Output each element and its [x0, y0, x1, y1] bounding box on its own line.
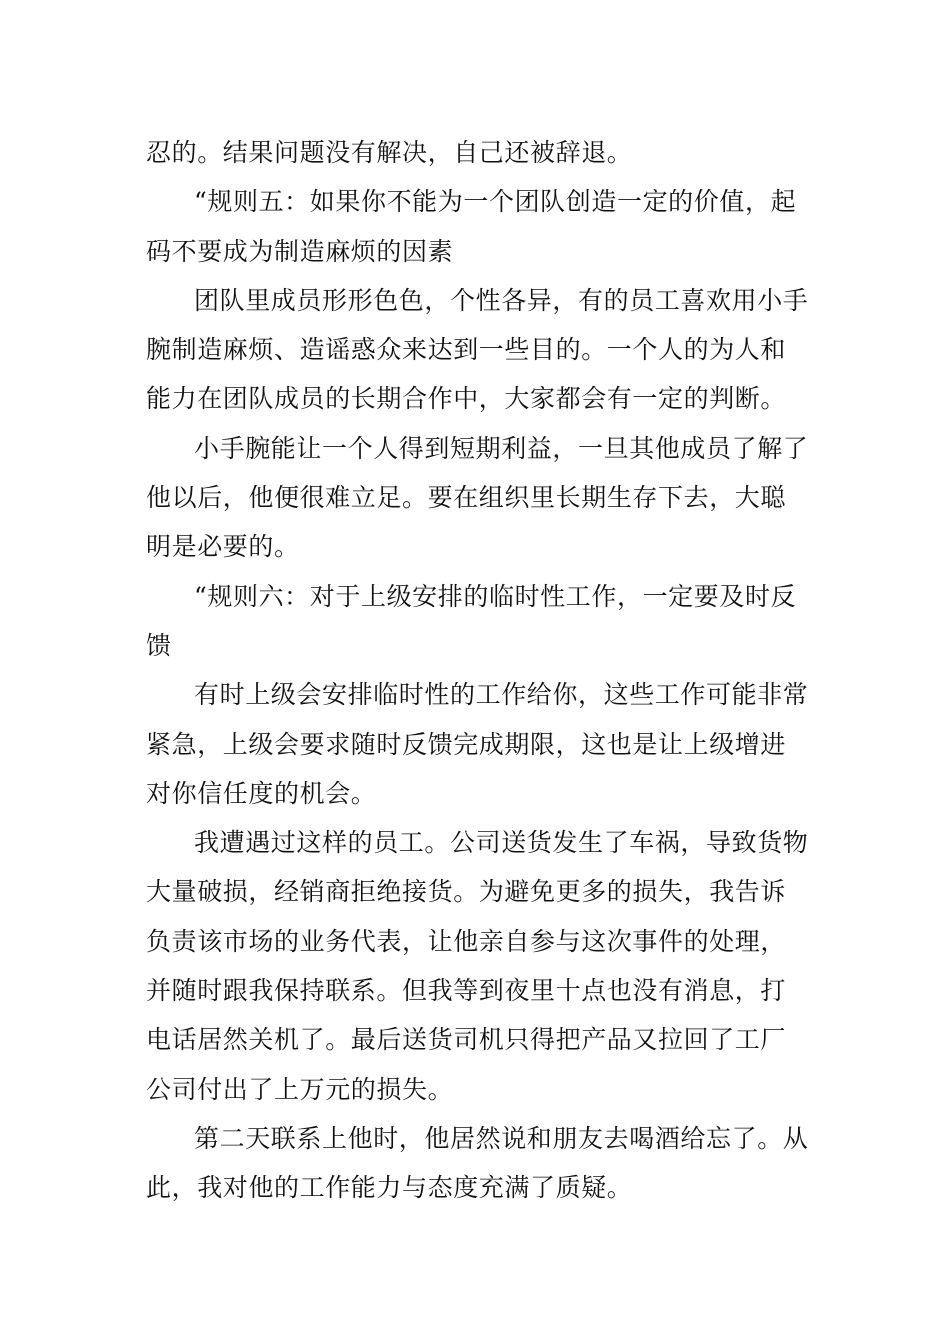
text-line: 能力在团队成员的长期合作中，大家都会有一定的判断。 [146, 384, 787, 414]
text-line: 第二天联系上他时，他居然说和朋友去喝酒给忘了。从 [194, 1123, 809, 1153]
text-line: 明是必要的。 [146, 532, 300, 562]
text-line: 有时上级会安排临时性的工作给你，这些工作可能非常 [194, 680, 809, 710]
text-line: 电话居然关机了。最后送货司机只得把产品又拉回了工厂 [146, 1025, 787, 1055]
text-line: 腕制造麻烦、造谣惑众来达到一些目的。一个人的为人和 [146, 335, 787, 365]
body-text [146, 128, 809, 1213]
text-line: 我遭遇过这样的员工。公司送货发生了车祸，导致货物 [194, 828, 809, 858]
text-line: 紧急，上级会要求随时反馈完成期限，这也是让上级增进 [146, 729, 787, 759]
text-line: 码不要成为制造麻烦的因素 [146, 236, 454, 266]
text-line: 忍的。结果问题没有解决，自己还被辞退。 [146, 138, 633, 167]
text-line: 并随时跟我保持联系。但我等到夜里十点也没有消息，打 [146, 976, 787, 1006]
text-line: 馈 [146, 630, 172, 660]
text-line: 团队里成员形形色色，个性各异，有的员工喜欢用小手 [194, 285, 809, 315]
text-line: “规则五：如果你不能为一个团队创造一定的价值，起 [194, 187, 797, 217]
text-line: 小手腕能让一个人得到短期利益，一旦其他成员了解了 [194, 433, 809, 463]
text-line: 此，我对他的工作能力与态度充满了质疑。 [146, 1173, 633, 1203]
text-line: “规则六：对于上级安排的临时性工作，一定要及时反 [194, 581, 797, 611]
text-line: 大量破损，经销商拒绝接货。为避免更多的损失，我告诉 [146, 877, 787, 907]
text-line: 公司付出了上万元的损失。 [146, 1074, 454, 1104]
text-line: 负责该市场的业务代表，让他亲自参与这次事件的处理， [146, 926, 787, 956]
text-line: 他以后，他便很难立足。要在组织里长期生存下去，大聪 [146, 483, 787, 513]
text-line: 对你信任度的机会。 [146, 778, 377, 808]
